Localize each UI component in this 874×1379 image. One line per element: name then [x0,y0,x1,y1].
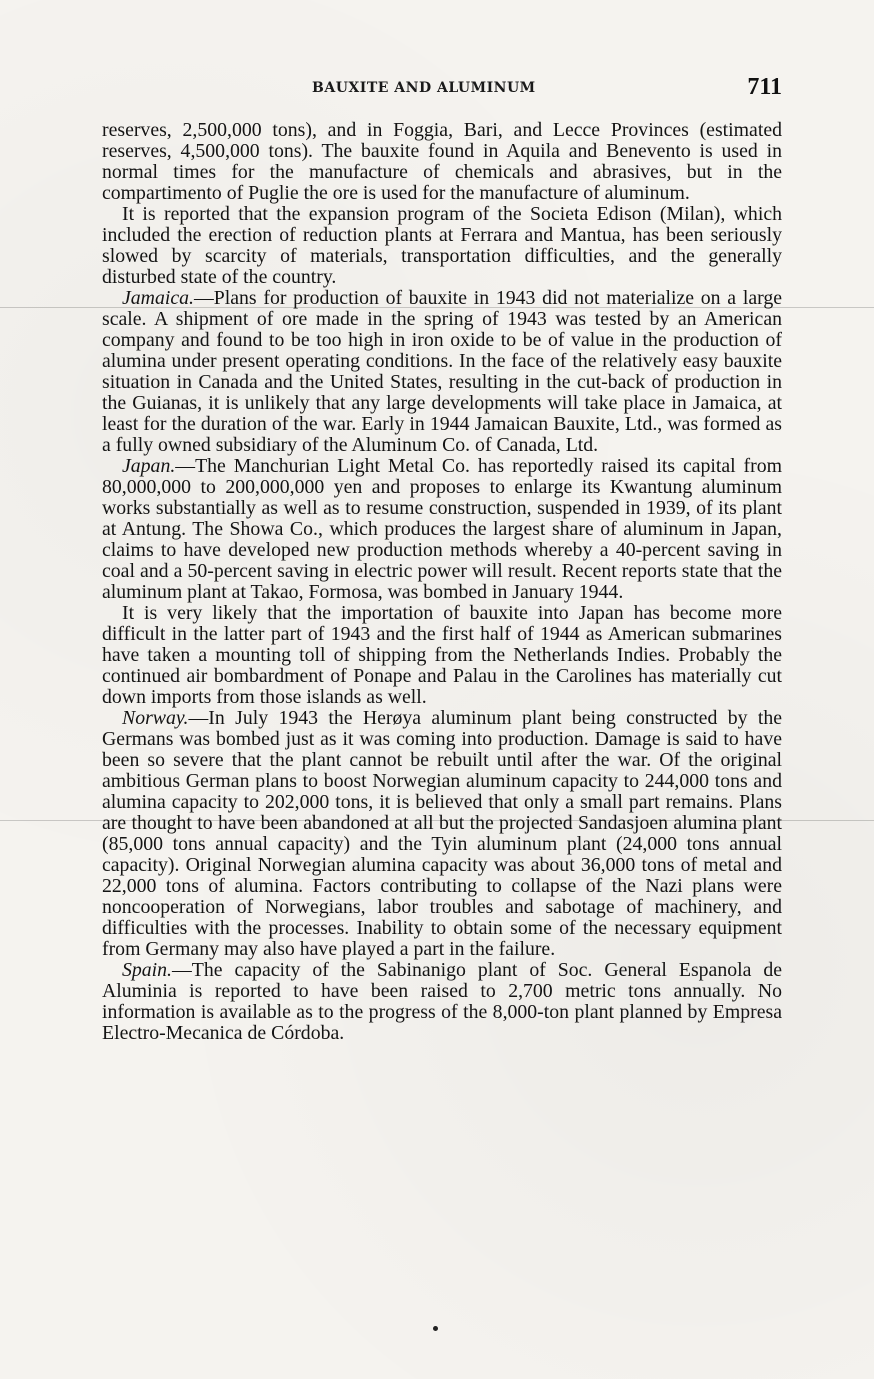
paragraph-text: reserves, 2,500,000 tons), and in Foggia, Bari, and Lecce Provinces (estimated reserves, 4,500,000 tons). The bauxite found in Aquila and Benevento is used in normal times for the manufacture of chemicals and abrasives, but in the compartimento of Puglie the ore is used for the manufacture of aluminum. [102,119,782,204]
page-header [102,74,782,104]
country-heading: Japan. [122,455,176,477]
paragraph [102,204,782,288]
paragraph-text: It is reported that the expansion program of the Societa Edison (Milan), which included the erection of reduction plants at Ferrara and Mantua, has been seriously slowed by scarcity of materials, transportation difficulties, and the generally disturbed state of the country. [102,203,782,288]
country-heading: Jamaica. [122,287,194,309]
paragraph-japan [102,456,782,603]
page-number: 711 [747,74,782,100]
country-heading: Spain. [122,959,173,981]
paragraph-jamaica [102,288,782,456]
ink-speck [433,1326,438,1331]
paragraph-text: —Plans for production of bauxite in 1943 did not materialize on a large scale. A shipment of ore made in the spring of 1943 was tested by an American company and found to be too high in iron oxide to be of value in the production of alumina under present operating conditions. In the face of the relatively easy bauxite situation in Canada and the United States, resulting in the cut-back of production in the Guianas, it is unlikely that any large developments will take place in Jamaica, at least for the duration of the war. Early in 1944 Jamaican Bauxite, Ltd., was formed as a fully owned subsidiary of the Aluminum Co. of Canada, Ltd. [102,287,782,456]
paragraph [102,603,782,708]
paragraph-text: It is very likely that the importation of bauxite into Japan has become more difficult in the latter part of 1943 and the first half of 1944 as American submarines have taken a mounting toll of shipping from the Netherlands Indies. Probably the continued air bombardment of Ponape and Palau in the Carolines has materially cut down imports from those islands as well. [102,602,782,708]
running-title: BAUXITE AND ALUMINUM [312,80,536,96]
country-heading: Norway. [122,707,189,729]
paragraph-spain [102,960,782,1044]
paragraph [102,120,782,204]
paragraph-text: —In July 1943 the Herøya aluminum plant being constructed by the Germans was bombed just as it was coming into production. Damage is said to have been so severe that the plant cannot be rebuilt until after the war. Of the original ambitious German plans to boost Norwegian aluminum capacity to 244,000 tons and alumina capacity to 202,000 tons, it is believed that only a small part remains. Plans are thought to have been abandoned at all but the projected Sandasjoen alumina plant (85,000 tons annual capacity) and the Tyin aluminum plant (24,000 tons annual capacity). Original Norwegian alumina capacity was about 36,000 tons of metal and 22,000 tons of alumina. Factors contributing to collapse of the Nazi plans were noncooperation of Norwegians, labor troubles and sabotage of machinery, and difficulties with the processes. Inability to obtain some of the necessary equipment from Germany may also have played a part in the failure. [102,707,782,960]
paragraph-norway [102,708,782,960]
body-text [102,120,782,1044]
paragraph-text: —The Manchurian Light Metal Co. has reportedly raised its capital from 80,000,000 to 200,000,000 yen and proposes to enlarge its Kwantung aluminum works substantially as well as to resume construction, suspended in 1939, of its plant at Antung. The Showa Co., which produces the largest share of aluminum in Japan, claims to have developed new production methods whereby a 40-percent saving in coal and a 50-percent saving in electric power will result. Recent reports state that the aluminum plant at Takao, Formosa, was bombed in January 1944. [102,455,782,603]
paragraph-text: —The capacity of the Sabinanigo plant of Soc. General Espanola de Aluminia is reported to have been raised to 2,700 metric tons annually. No information is available as to the progress of the 8,000-ton plant planned by Empresa Electro-Mecanica de Córdoba. [102,959,782,1044]
